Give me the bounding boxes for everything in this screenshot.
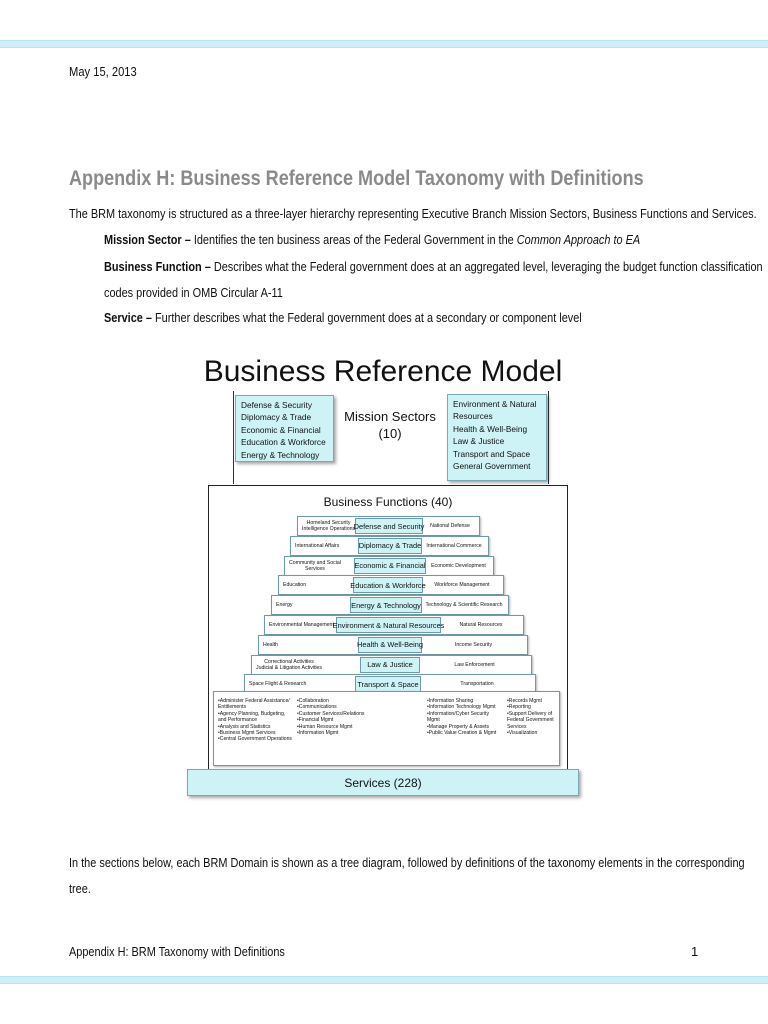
function-left: Energy: [276, 602, 293, 609]
def-service: Service – Further describes what the Federal government does at a secondary or component level: [104, 310, 582, 325]
function-row: [284, 556, 494, 576]
def-business-function: Business Function – Describes what the Federal government does at an aggregated level, leveraging the budget function classification: [104, 259, 763, 274]
function-right: Law Enforcement: [454, 661, 495, 668]
function-sector: Law & Justice: [360, 657, 420, 673]
closing-paragraph-line1: In the sections below, each BRM Domain is shown as a tree diagram, followed by definitions of the taxonomy elements in the corresponding: [69, 855, 745, 870]
business-functions-title: Business Functions (40): [323, 495, 453, 509]
function-left: Community and Social Services: [289, 559, 341, 572]
def-term: Business Function: [104, 259, 202, 274]
sector-item: Transport and Space: [453, 448, 531, 459]
function-right: Economic Development: [431, 562, 486, 569]
service-column: •Information Sharing •Information Technology Mgmt •Information/Cyber Security Mgmt •Manage Property & Assets •Public Value Creation & Mgmt: [427, 698, 497, 737]
function-row: [290, 536, 489, 556]
function-row: [271, 595, 509, 615]
function-right: National Defense: [430, 523, 470, 529]
service-column: •Collaboration •Communications •Customer Services/Relations •Financial Mgmt •Human Resource Mgmt •Information Mgmt: [297, 698, 365, 737]
sector-item: General Government: [453, 461, 531, 472]
def-term: Mission Sector: [104, 232, 182, 247]
intro-paragraph: The BRM taxonomy is structured as a three-layer hierarchy representing Executive Branch Mission Sectors, Business Functions and Services.: [69, 206, 757, 221]
function-sector: Transport & Space: [355, 676, 421, 692]
function-left: Health: [263, 641, 278, 648]
function-sector: Economic & Financial: [354, 558, 426, 574]
sector-item: Law & Justice: [453, 436, 505, 447]
sectors-right-box: [447, 394, 547, 481]
function-sector: Defense and Security: [355, 518, 423, 534]
function-row: [264, 615, 524, 635]
function-row: [258, 635, 528, 655]
services-bar: Services (228): [187, 769, 579, 796]
function-left: Correctional Activities Judicial & Litigation Activities: [256, 658, 323, 671]
page-title: Appendix H: Business Reference Model Taxonomy with Definitions: [69, 167, 644, 190]
sector-item: Education & Workforce: [241, 437, 326, 448]
bottom-rule: [0, 976, 768, 984]
function-right: Transportation: [460, 681, 494, 688]
function-right: Natural Resources: [459, 622, 503, 628]
sector-item: Defense & Security: [241, 400, 313, 410]
service-column: •Records Mgmt •Reporting •Support Delivery of Federal Government Services •Visualization: [507, 698, 554, 737]
function-right: Income Security: [454, 641, 493, 648]
function-sector: Energy & Technology: [350, 597, 422, 613]
function-sector: Diplomacy & Trade: [358, 538, 422, 554]
sector-item: Economic & Financial: [241, 424, 321, 435]
sector-item: Resources: [453, 411, 493, 422]
document-date: May 15, 2013: [69, 64, 137, 79]
mission-sectors-label: Mission Sectors (10): [331, 408, 449, 442]
function-right: International Commerce: [426, 542, 482, 549]
function-left: Space Flight & Research: [249, 681, 307, 688]
function-row: [251, 655, 532, 675]
function-row: [297, 516, 480, 536]
def-term: Service: [104, 310, 143, 325]
figure-title: Business Reference Model: [203, 355, 563, 388]
sector-item: Diplomacy & Trade: [241, 412, 312, 423]
sectors-left-box: [235, 395, 334, 462]
mission-sectors-count: (10): [378, 426, 402, 441]
services-list-box: [213, 691, 560, 766]
function-left: Homeland Security Intelligence Operations: [302, 520, 356, 532]
function-sector: Environment & Natural Resources: [336, 617, 441, 633]
sector-item: Health & Well-Being: [453, 423, 528, 434]
page-number: 1: [691, 944, 699, 959]
footer-title: Appendix H: BRM Taxonomy with Definitions: [69, 944, 285, 959]
def-business-function-cont: codes provided in OMB Circular A-11: [104, 285, 283, 300]
function-sector: Health & Well-Being: [358, 637, 422, 653]
sector-item: Energy & Technology: [241, 449, 320, 460]
closing-paragraph-line2: tree.: [69, 881, 91, 896]
function-right: Technology & Scientific Research: [425, 602, 503, 609]
function-right: Workforce Management: [434, 582, 490, 589]
function-left: Environmental Management: [269, 622, 334, 628]
sector-item: Environment & Natural: [453, 399, 537, 409]
function-row: [278, 575, 504, 595]
service-column: •Administer Federal Assistance/ Entitlements •Agency Planning, Budgeting, and Performance •Analysis and Statistics •Business Mgmt Services •Central Government Operations: [218, 698, 292, 743]
def-mission-sector: Mission Sector – Identifies the ten business areas of the Federal Government in the Common Approach to EA: [104, 232, 641, 247]
function-sector: Education & Workforce: [353, 577, 423, 593]
function-left: International Affairs: [295, 542, 340, 549]
top-rule: [0, 40, 768, 48]
function-left: Education: [283, 582, 307, 589]
